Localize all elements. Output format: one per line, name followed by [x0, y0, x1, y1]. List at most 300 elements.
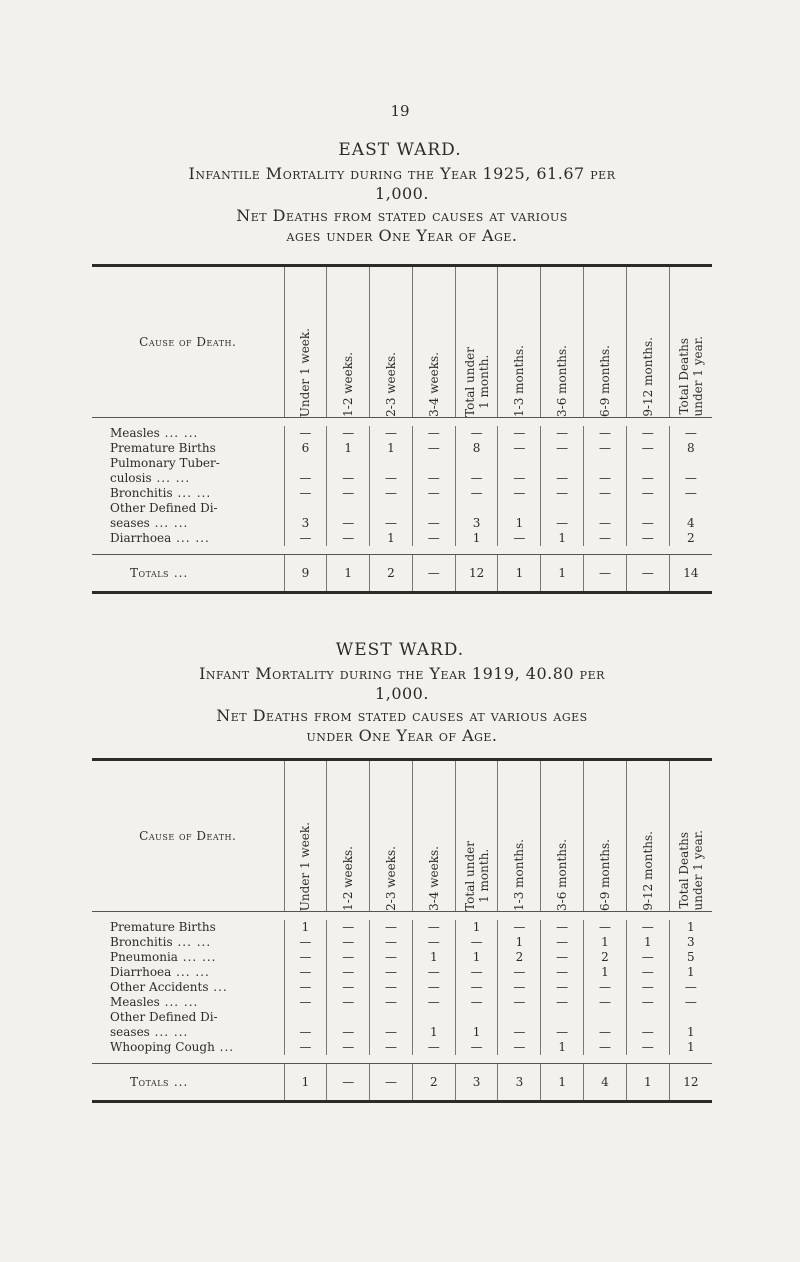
west-row-value: —	[584, 995, 627, 1010]
east-totals-value: 14	[669, 555, 712, 593]
west-totals-value: —	[370, 1064, 413, 1102]
east-ward-title: EAST WARD.	[338, 140, 462, 160]
east-row-cause	[92, 516, 284, 531]
east-row-value: —	[669, 486, 712, 501]
east-row-value	[498, 456, 541, 471]
west-totals-dots: ...	[169, 1075, 189, 1089]
west-row-value: —	[370, 935, 413, 950]
east-table-row	[92, 501, 712, 516]
east-row-cause-dots: ... ...	[149, 516, 189, 530]
page-number: 19	[390, 102, 410, 120]
west-row-cause-label: Other Defined Di-	[110, 1010, 218, 1024]
west-row-value: —	[327, 950, 370, 965]
east-totals-value: 9	[284, 555, 327, 593]
east-heading-line2: 1,000.	[375, 184, 429, 203]
east-row-value: —	[327, 531, 370, 546]
east-row-cause-label: Bronchitis	[110, 486, 173, 500]
west-row-cause-dots: ... ...	[159, 995, 199, 1009]
west-totals-value: 12	[669, 1064, 712, 1102]
east-row-value	[498, 501, 541, 516]
west-row-value: —	[669, 995, 712, 1010]
west-column-header	[626, 760, 669, 912]
west-row-cause-dots: ... ...	[177, 950, 217, 964]
east-ward-table	[92, 264, 712, 594]
west-heading-line3: Net Deaths from stated causes at various ages	[216, 706, 588, 725]
west-row-value: —	[284, 1040, 327, 1055]
east-totals-dots: ...	[169, 566, 189, 580]
east-row-value	[669, 501, 712, 516]
east-row-value: 1	[541, 531, 584, 546]
west-row-cause	[92, 965, 284, 980]
east-row-cause-dots: ... ...	[159, 426, 199, 440]
east-table-row	[92, 441, 712, 456]
east-column-label: 9-12 months.	[640, 337, 655, 417]
west-table-row	[92, 920, 712, 935]
east-column-label: Total Deaths under 1 year.	[676, 336, 705, 417]
east-totals-value: 1	[327, 555, 370, 593]
west-ward-table	[92, 758, 712, 1103]
west-row-value: —	[498, 965, 541, 980]
west-row-value: —	[541, 920, 584, 935]
west-column-header	[455, 760, 498, 912]
west-row-value: 3	[669, 935, 712, 950]
west-totals-value: 1	[284, 1064, 327, 1102]
west-table-row	[92, 980, 712, 995]
east-row-cause-label: Premature Births	[110, 441, 216, 455]
east-column-header	[412, 266, 455, 418]
west-row-cause-dots: ...	[208, 980, 228, 994]
west-table-row	[92, 1025, 712, 1040]
west-row-cause-dots: ...	[214, 1040, 235, 1054]
east-row-value: —	[412, 516, 455, 531]
east-column-header	[284, 266, 327, 418]
west-column-header	[584, 760, 627, 912]
east-row-value: 1	[370, 531, 413, 546]
east-column-header	[498, 266, 541, 418]
east-column-header	[669, 266, 712, 418]
west-row-value: —	[584, 980, 627, 995]
west-row-value: —	[669, 980, 712, 995]
west-row-value: 1	[669, 920, 712, 935]
west-row-value: —	[327, 935, 370, 950]
west-totals-value: 3	[455, 1064, 498, 1102]
east-row-value: —	[541, 516, 584, 531]
east-totals-value: 1	[498, 555, 541, 593]
west-row-value: —	[370, 950, 413, 965]
east-row-cause-dots: ... ...	[172, 486, 212, 500]
west-column-label: Total under 1 month.	[462, 841, 491, 911]
west-row-value: —	[284, 1025, 327, 1040]
west-row-cause	[92, 995, 284, 1010]
east-totals-value: —	[412, 555, 455, 593]
west-column-header	[669, 760, 712, 912]
east-row-value: —	[412, 486, 455, 501]
east-row-value: —	[370, 471, 413, 486]
east-row-value	[370, 501, 413, 516]
west-row-value: —	[541, 965, 584, 980]
west-row-value: —	[626, 950, 669, 965]
west-totals-value: 3	[498, 1064, 541, 1102]
west-row-value: —	[412, 980, 455, 995]
west-row-value	[669, 1010, 712, 1025]
west-row-cause-dots: ... ...	[172, 935, 212, 949]
east-row-value: —	[584, 516, 627, 531]
east-column-label: Under 1 week.	[298, 327, 313, 417]
east-row-value	[455, 456, 498, 471]
west-row-value: —	[327, 995, 370, 1010]
west-row-value: —	[541, 995, 584, 1010]
west-row-value	[455, 1010, 498, 1025]
west-row-cause	[92, 920, 284, 935]
east-row-value	[412, 456, 455, 471]
west-row-value: —	[455, 995, 498, 1010]
west-heading-line4: under One Year of Age.	[306, 726, 498, 745]
east-row-cause-label: Other Defined Di-	[110, 501, 218, 515]
east-row-cause-dots: ... ...	[151, 471, 191, 485]
east-row-value: —	[498, 471, 541, 486]
east-row-value: —	[327, 426, 370, 441]
west-totals-value: 4	[584, 1064, 627, 1102]
east-row-value: —	[327, 471, 370, 486]
west-row-cause-label: Other Accidents	[110, 980, 209, 994]
east-totals-row	[92, 555, 712, 593]
west-row-value: —	[498, 1025, 541, 1040]
west-column-header	[284, 760, 327, 912]
west-row-value	[498, 1010, 541, 1025]
east-row-value	[370, 456, 413, 471]
east-row-value: —	[669, 426, 712, 441]
west-column-header	[327, 760, 370, 912]
east-column-header	[541, 266, 584, 418]
west-heading-line2: 1,000.	[375, 684, 429, 703]
west-row-value: —	[498, 980, 541, 995]
east-row-value: —	[626, 441, 669, 456]
west-row-value: —	[455, 980, 498, 995]
west-row-value: 1	[412, 950, 455, 965]
west-row-value: 1	[455, 950, 498, 965]
west-cause-header: Cause of Death.	[92, 760, 284, 912]
west-table-row	[92, 995, 712, 1010]
east-row-value: —	[498, 426, 541, 441]
east-row-value	[626, 456, 669, 471]
west-row-value: —	[584, 1025, 627, 1040]
west-column-header	[541, 760, 584, 912]
east-row-value	[455, 501, 498, 516]
east-row-value: —	[284, 426, 327, 441]
west-row-value: —	[455, 1040, 498, 1055]
west-row-value: —	[327, 1025, 370, 1040]
west-row-cause-label: Measles	[110, 995, 160, 1009]
east-row-value: 1	[455, 531, 498, 546]
west-heading-line1: Infant Mortality during the Year 1919, 40.80 per	[199, 664, 605, 683]
east-row-cause	[92, 486, 284, 501]
east-row-value: —	[584, 531, 627, 546]
west-row-value: —	[327, 1040, 370, 1055]
west-row-value: —	[284, 950, 327, 965]
east-row-value: 2	[669, 531, 712, 546]
east-row-value: —	[584, 441, 627, 456]
east-row-cause-label: Pulmonary Tuber-	[110, 456, 220, 470]
west-row-cause-label: Pneumonia	[110, 950, 178, 964]
east-row-value: —	[584, 426, 627, 441]
east-column-label: 3-4 weeks.	[426, 352, 441, 417]
west-row-value: 1	[412, 1025, 455, 1040]
west-row-cause	[92, 950, 284, 965]
east-row-cause	[92, 531, 284, 546]
west-row-value: 1	[284, 920, 327, 935]
east-row-value	[669, 456, 712, 471]
east-totals-value: 12	[455, 555, 498, 593]
west-column-label: 1-2 weeks.	[341, 846, 356, 911]
east-column-header	[455, 266, 498, 418]
west-totals-value: —	[327, 1064, 370, 1102]
east-totals-label-text: Totals	[130, 566, 170, 580]
west-table-row	[92, 950, 712, 965]
east-row-cause-label: Measles	[110, 426, 160, 440]
east-row-cause	[92, 471, 284, 486]
east-row-value	[327, 456, 370, 471]
east-table-row	[92, 531, 712, 546]
east-row-value: —	[626, 471, 669, 486]
west-row-value: —	[412, 1040, 455, 1055]
west-row-value: —	[498, 995, 541, 1010]
west-row-cause	[92, 1040, 284, 1055]
east-row-value: —	[584, 486, 627, 501]
east-row-cause	[92, 441, 284, 456]
west-row-value	[626, 1010, 669, 1025]
east-row-value	[584, 456, 627, 471]
west-totals-label	[92, 1064, 284, 1102]
west-row-value: —	[541, 950, 584, 965]
west-column-label: Under 1 week.	[298, 821, 313, 911]
east-table-row	[92, 426, 712, 441]
east-table-row	[92, 486, 712, 501]
west-column-label: 2-3 weeks.	[383, 846, 398, 911]
east-row-value: —	[498, 531, 541, 546]
west-row-cause-label: Bronchitis	[110, 935, 173, 949]
west-column-header	[498, 760, 541, 912]
east-column-header	[327, 266, 370, 418]
east-cause-header: Cause of Death.	[92, 266, 284, 418]
east-heading-line3: Net Deaths from stated causes at various	[236, 206, 568, 225]
west-row-value	[284, 1010, 327, 1025]
west-column-label: 6-9 months.	[597, 839, 612, 911]
east-row-cause-label: Diarrhoea	[110, 531, 172, 545]
east-column-label: 1-2 weeks.	[341, 352, 356, 417]
west-totals-value: 2	[412, 1064, 455, 1102]
west-row-value: —	[541, 935, 584, 950]
west-row-value: —	[370, 995, 413, 1010]
west-row-value: —	[412, 965, 455, 980]
east-column-header	[626, 266, 669, 418]
west-row-value: 1	[626, 935, 669, 950]
west-row-value: —	[284, 935, 327, 950]
west-column-label: Total Deaths under 1 year.	[676, 830, 705, 911]
east-row-cause-label: culosis	[110, 471, 152, 485]
west-row-value: —	[498, 920, 541, 935]
west-row-value: 2	[498, 950, 541, 965]
west-row-value: —	[284, 995, 327, 1010]
west-row-value: —	[327, 980, 370, 995]
east-row-value: —	[370, 516, 413, 531]
east-row-value	[626, 501, 669, 516]
west-row-cause-dots: ... ...	[149, 1025, 189, 1039]
west-row-value: —	[370, 965, 413, 980]
west-row-value	[584, 1010, 627, 1025]
west-row-value	[327, 1010, 370, 1025]
west-row-value: —	[626, 995, 669, 1010]
east-row-value: —	[626, 516, 669, 531]
west-table-row	[92, 935, 712, 950]
west-row-value	[370, 1010, 413, 1025]
east-totals-value: —	[626, 555, 669, 593]
east-row-cause	[92, 426, 284, 441]
east-column-label: 3-6 months.	[555, 345, 570, 417]
east-table-row	[92, 471, 712, 486]
west-totals-value: 1	[541, 1064, 584, 1102]
west-row-value: 1	[669, 965, 712, 980]
west-row-cause	[92, 1025, 284, 1040]
west-row-value: —	[498, 1040, 541, 1055]
east-column-label: 6-9 months.	[597, 345, 612, 417]
west-row-cause-dots: ... ...	[171, 965, 210, 979]
east-row-value: —	[412, 471, 455, 486]
east-heading-line1: Infantile Mortality during the Year 1925, 61.67 per	[188, 164, 616, 183]
east-row-value: 1	[370, 441, 413, 456]
west-totals-label-text: Totals	[130, 1075, 170, 1089]
east-column-header	[370, 266, 413, 418]
west-row-value: —	[541, 980, 584, 995]
west-column-header	[412, 760, 455, 912]
west-column-label: 3-4 weeks.	[426, 846, 441, 911]
east-row-value: —	[327, 486, 370, 501]
east-row-value: —	[626, 426, 669, 441]
west-row-value: —	[455, 935, 498, 950]
east-row-value: 4	[669, 516, 712, 531]
east-column-label: 2-3 weeks.	[383, 352, 398, 417]
east-row-value: 1	[498, 516, 541, 531]
west-row-value: —	[626, 965, 669, 980]
east-row-value	[412, 501, 455, 516]
east-row-value: —	[541, 486, 584, 501]
east-row-value	[541, 501, 584, 516]
east-row-value: —	[541, 471, 584, 486]
east-row-value: 6	[284, 441, 327, 456]
east-row-value: —	[327, 516, 370, 531]
west-row-value: 2	[584, 950, 627, 965]
east-row-value: —	[669, 471, 712, 486]
west-row-value: —	[626, 980, 669, 995]
west-row-value: —	[412, 920, 455, 935]
west-row-cause	[92, 1010, 284, 1025]
east-row-value: 3	[455, 516, 498, 531]
west-row-value: 1	[541, 1040, 584, 1055]
east-totals-value: 2	[370, 555, 413, 593]
west-table-row	[92, 965, 712, 980]
west-column-label: 1-3 months.	[512, 839, 527, 911]
west-row-value: 1	[498, 935, 541, 950]
west-row-value: —	[541, 1025, 584, 1040]
east-row-value: —	[284, 486, 327, 501]
east-row-value	[584, 501, 627, 516]
east-row-value: 1	[327, 441, 370, 456]
west-row-value: —	[370, 1025, 413, 1040]
east-row-value: —	[626, 531, 669, 546]
west-row-value: —	[284, 980, 327, 995]
west-table-row	[92, 1010, 712, 1025]
west-row-value: —	[584, 1040, 627, 1055]
west-row-value: —	[412, 995, 455, 1010]
east-heading-line4: ages under One Year of Age.	[286, 226, 518, 245]
west-row-value: —	[327, 920, 370, 935]
east-row-value: —	[455, 426, 498, 441]
west-column-label: 3-6 months.	[555, 839, 570, 911]
east-row-value: —	[584, 471, 627, 486]
west-row-value: 1	[584, 965, 627, 980]
west-row-value: —	[455, 965, 498, 980]
west-row-value	[541, 1010, 584, 1025]
west-row-cause-label: Whooping Cough	[110, 1040, 215, 1054]
east-row-value: —	[370, 426, 413, 441]
west-totals-value: 1	[626, 1064, 669, 1102]
west-row-value: 1	[669, 1040, 712, 1055]
east-row-value	[327, 501, 370, 516]
west-row-cause	[92, 980, 284, 995]
east-row-value: 8	[455, 441, 498, 456]
east-table-row	[92, 456, 712, 471]
east-table-row	[92, 516, 712, 531]
east-row-value	[541, 456, 584, 471]
west-row-value: 1	[669, 1025, 712, 1040]
east-row-value: —	[541, 441, 584, 456]
east-row-value: —	[626, 486, 669, 501]
east-column-label: Total under 1 month.	[462, 347, 491, 417]
east-row-value: 3	[284, 516, 327, 531]
west-row-value: —	[412, 935, 455, 950]
east-row-value: —	[284, 531, 327, 546]
west-row-value: —	[370, 920, 413, 935]
east-row-value	[284, 501, 327, 516]
west-row-cause-label: Diarrhoea	[110, 965, 172, 979]
east-heading	[92, 164, 712, 246]
west-row-value: 5	[669, 950, 712, 965]
west-row-cause	[92, 935, 284, 950]
west-row-value: —	[327, 965, 370, 980]
east-totals-label	[92, 555, 284, 593]
west-totals-row	[92, 1064, 712, 1102]
west-row-value	[412, 1010, 455, 1025]
west-row-value: —	[626, 1025, 669, 1040]
east-row-cause-dots: ... ...	[171, 531, 210, 545]
west-row-value: 1	[455, 920, 498, 935]
west-column-header	[370, 760, 413, 912]
east-totals-value: —	[584, 555, 627, 593]
east-row-value: —	[370, 486, 413, 501]
east-column-label: 1-3 months.	[512, 345, 527, 417]
east-column-header	[584, 266, 627, 418]
east-row-value: 8	[669, 441, 712, 456]
east-row-value: —	[455, 471, 498, 486]
east-row-value: —	[498, 441, 541, 456]
east-row-value: —	[541, 426, 584, 441]
west-row-cause-label: Premature Births	[110, 920, 216, 934]
east-row-value: —	[412, 426, 455, 441]
west-ward-title: WEST WARD.	[335, 640, 465, 660]
west-row-value: 1	[584, 935, 627, 950]
west-row-value: —	[584, 920, 627, 935]
west-row-value: —	[626, 920, 669, 935]
east-row-value: —	[498, 486, 541, 501]
